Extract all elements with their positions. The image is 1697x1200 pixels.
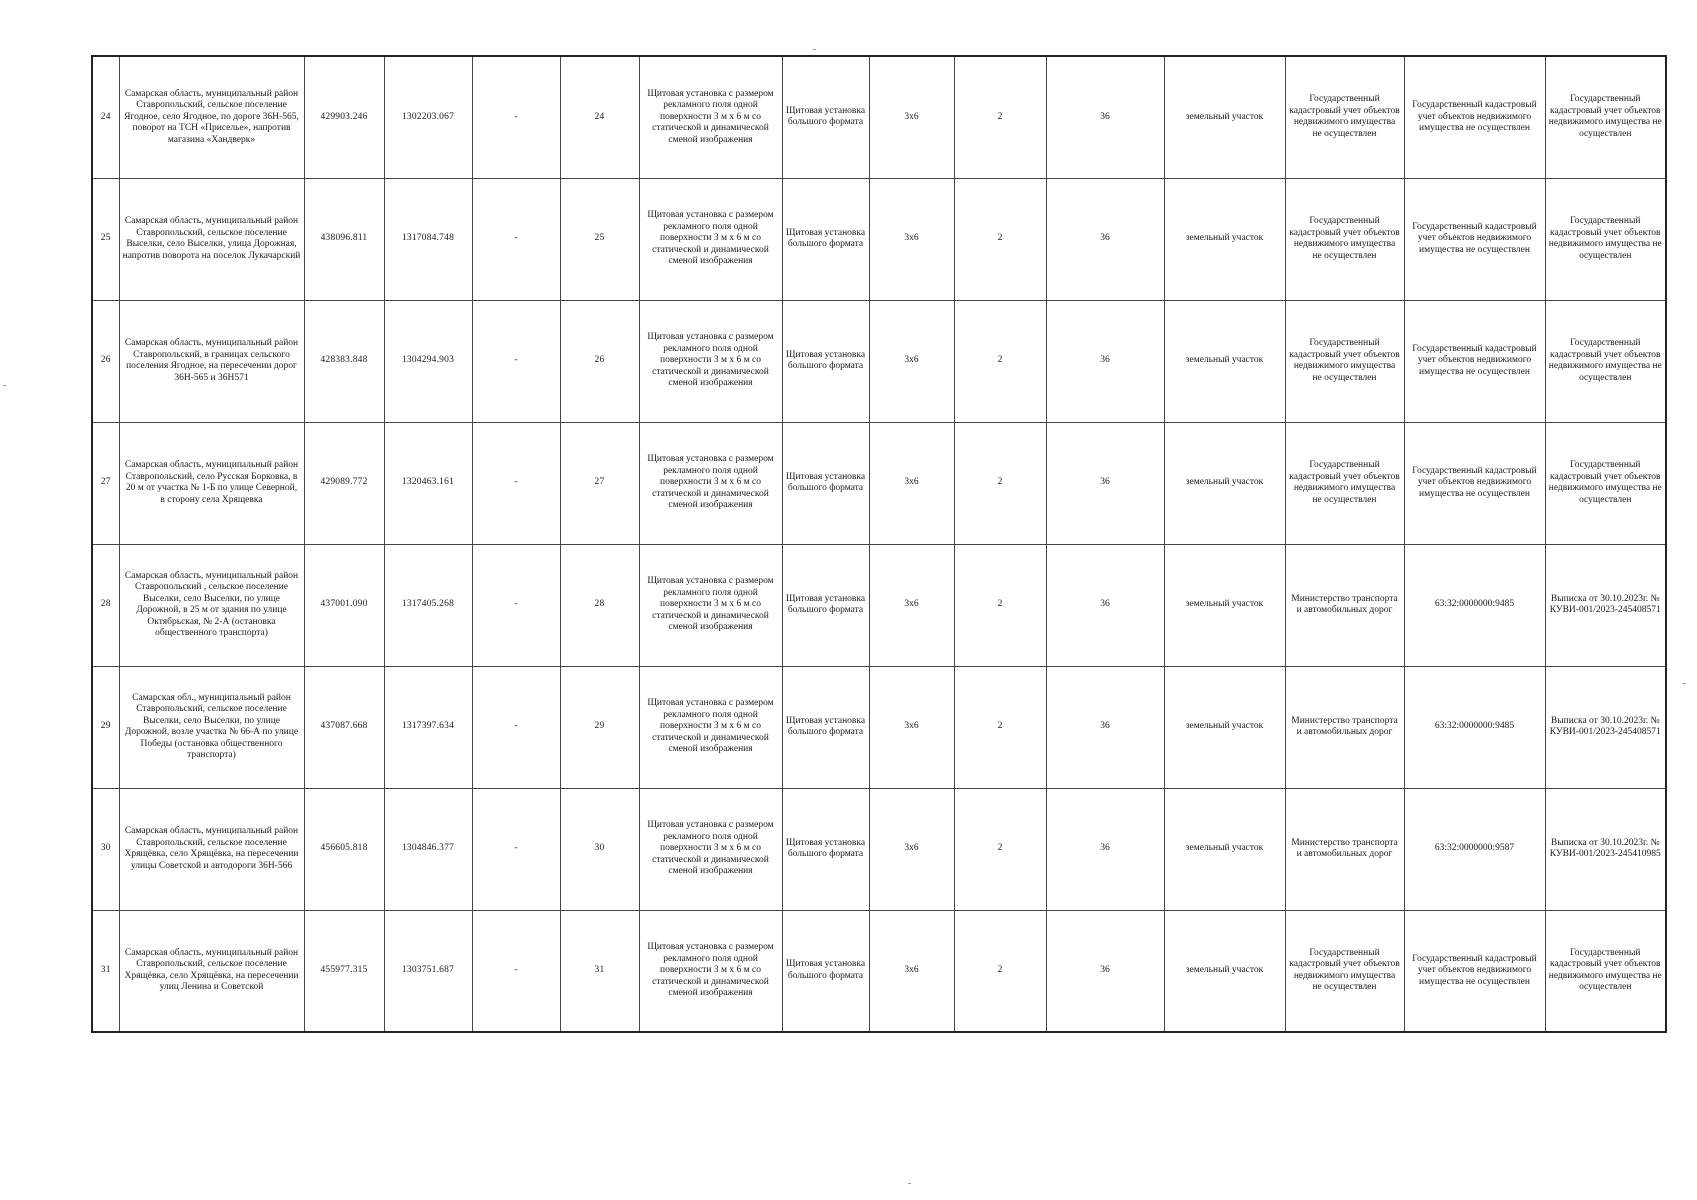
owner-cell: Государственный кадастровый учет объектов недвижимого имущества не осуществлен <box>1285 910 1404 1032</box>
table-row <box>92 56 1666 178</box>
coordinate-x-cell: 438096.811 <box>304 178 384 300</box>
coordinate-x-cell: 429903.246 <box>304 56 384 178</box>
empty-marker-cell: - <box>472 56 560 178</box>
scheme-number-cell: 26 <box>560 300 639 422</box>
area-cell: 36 <box>1046 422 1164 544</box>
land-type-cell: земельный участок <box>1164 178 1285 300</box>
empty-marker-cell: - <box>472 788 560 910</box>
address-cell: Самарская область, муниципальный район Ставропольский , сельское поселение Выселки, село Выселки, по улице Дорожной, в 25 м от здания по улице Октябрьская, № 2-А (остановка общественного транспорта) <box>119 544 304 666</box>
cadastral-number-cell: Государственный кадастровый учет объектов недвижимого имущества не осуществлен <box>1404 910 1545 1032</box>
cadastral-number-cell: Государственный кадастровый учет объектов недвижимого имущества не осуществлен <box>1404 56 1545 178</box>
empty-marker-cell: - <box>472 178 560 300</box>
document-cell: Выписка от 30.10.2023г. № КУВИ-001/2023-245410985 <box>1545 788 1666 910</box>
row-number-cell: 24 <box>92 56 119 178</box>
document-cell: Государственный кадастровый учет объектов недвижимого имущества не осуществлен <box>1545 56 1666 178</box>
address-cell: Самарская область, муниципальный район Ставропольский, село Русская Борковка, в 20 м от участка № 1-Б по улице Северной, в сторону села Хрящевка <box>119 422 304 544</box>
sides-count-cell: 2 <box>954 788 1046 910</box>
document-cell: Государственный кадастровый учет объектов недвижимого имущества не осуществлен <box>1545 178 1666 300</box>
structure-type-cell: Щитовая установка большого формата <box>782 666 869 788</box>
document-cell: Государственный кадастровый учет объектов недвижимого имущества не осуществлен <box>1545 422 1666 544</box>
owner-cell: Министерство транспорта и автомобильных дорог <box>1285 666 1404 788</box>
area-cell: 36 <box>1046 666 1164 788</box>
structure-type-cell: Щитовая установка большого формата <box>782 56 869 178</box>
scheme-number-cell: 30 <box>560 788 639 910</box>
sides-count-cell: 2 <box>954 178 1046 300</box>
land-type-cell: земельный участок <box>1164 788 1285 910</box>
size-cell: 3х6 <box>869 544 954 666</box>
empty-marker-cell: - <box>472 544 560 666</box>
coordinate-x-cell: 437001.090 <box>304 544 384 666</box>
structure-type-cell: Щитовая установка большого формата <box>782 788 869 910</box>
document-page <box>91 55 1665 1053</box>
cadastral-number-cell: 63:32:0000000:9485 <box>1404 544 1545 666</box>
land-type-cell: земельный участок <box>1164 422 1285 544</box>
structure-description-cell: Щитовая установка с размером рекламного поля одной поверхности 3 м х 6 м со статической и динамической сменой изображения <box>639 666 782 788</box>
coordinate-y-cell: 1304294.903 <box>384 300 472 422</box>
size-cell: 3х6 <box>869 422 954 544</box>
sides-count-cell: 2 <box>954 910 1046 1032</box>
owner-cell: Министерство транспорта и автомобильных дорог <box>1285 788 1404 910</box>
coordinate-y-cell: 1317084.748 <box>384 178 472 300</box>
address-cell: Самарская область, муниципальный район Ставропольский, сельское поселение Ягодное, село Ягодное, по дороге 36Н-565, поворот на ТСН «Приселье», напротив магазина «Хандверк» <box>119 56 304 178</box>
coordinate-y-cell: 1317397.634 <box>384 666 472 788</box>
scheme-number-cell: 28 <box>560 544 639 666</box>
structure-type-cell: Щитовая установка большого формата <box>782 178 869 300</box>
scheme-number-cell: 25 <box>560 178 639 300</box>
scan-speck <box>3 385 6 386</box>
coordinate-x-cell: 455977.315 <box>304 910 384 1032</box>
row-number-cell: 25 <box>92 178 119 300</box>
address-cell: Самарская область, муниципальный район Ставропольский, в границах сельского поселения Ягодное, на пересечении дорог 36Н-565 и 36Н571 <box>119 300 304 422</box>
coordinate-x-cell: 456605.818 <box>304 788 384 910</box>
address-cell: Самарская обл., муниципальный район Ставропольский, сельское поселение Выселки, село Выселки, по улице Дорожной, возле участка № 66-А по улице Победы (остановка общественного транспорта) <box>119 666 304 788</box>
table-body <box>92 56 1666 1032</box>
area-cell: 36 <box>1046 178 1164 300</box>
cadastral-number-cell: 63:32:0000000:9587 <box>1404 788 1545 910</box>
size-cell: 3х6 <box>869 300 954 422</box>
document-cell: Государственный кадастровый учет объектов недвижимого имущества не осуществлен <box>1545 910 1666 1032</box>
scheme-number-cell: 29 <box>560 666 639 788</box>
coordinate-y-cell: 1302203.067 <box>384 56 472 178</box>
address-cell: Самарская область, муниципальный район Ставропольский, сельское поселение Хрящёвка, село Хрящёвка, на пересечении улиц Ленина и Советской <box>119 910 304 1032</box>
coordinate-x-cell: 428383.848 <box>304 300 384 422</box>
row-number-cell: 27 <box>92 422 119 544</box>
structure-type-cell: Щитовая установка большого формата <box>782 910 869 1032</box>
size-cell: 3х6 <box>869 56 954 178</box>
structure-description-cell: Щитовая установка с размером рекламного поля одной поверхности 3 м х 6 м со статической и динамической сменой изображения <box>639 910 782 1032</box>
table-row <box>92 666 1666 788</box>
table-row <box>92 178 1666 300</box>
land-type-cell: земельный участок <box>1164 910 1285 1032</box>
area-cell: 36 <box>1046 56 1164 178</box>
area-cell: 36 <box>1046 544 1164 666</box>
address-cell: Самарская область, муниципальный район Ставропольский, сельское поселение Хрящёвка, село Хрящёвка, на пересечении улицы Советской и автодороги 36Н-566 <box>119 788 304 910</box>
table-row <box>92 300 1666 422</box>
cadastral-number-cell: Государственный кадастровый учет объектов недвижимого имущества не осуществлен <box>1404 422 1545 544</box>
owner-cell: Министерство транспорта и автомобильных дорог <box>1285 544 1404 666</box>
structure-type-cell: Щитовая установка большого формата <box>782 300 869 422</box>
coordinate-y-cell: 1317405.268 <box>384 544 472 666</box>
scheme-number-cell: 24 <box>560 56 639 178</box>
table-row <box>92 422 1666 544</box>
cadastral-number-cell: 63:32:0000000:9485 <box>1404 666 1545 788</box>
cadastral-number-cell: Государственный кадастровый учет объектов недвижимого имущества не осуществлен <box>1404 178 1545 300</box>
empty-marker-cell: - <box>472 300 560 422</box>
empty-marker-cell: - <box>472 422 560 544</box>
land-type-cell: земельный участок <box>1164 666 1285 788</box>
document-cell: Государственный кадастровый учет объектов недвижимого имущества не осуществлен <box>1545 300 1666 422</box>
land-type-cell: земельный участок <box>1164 56 1285 178</box>
structure-description-cell: Щитовая установка с размером рекламного поля одной поверхности 3 м х 6 м со статической и динамической сменой изображения <box>639 178 782 300</box>
empty-marker-cell: - <box>472 910 560 1032</box>
structure-description-cell: Щитовая установка с размером рекламного поля одной поверхности 3 м х 6 м со статической и динамической сменой изображения <box>639 788 782 910</box>
size-cell: 3х6 <box>869 666 954 788</box>
coordinate-x-cell: 429089.772 <box>304 422 384 544</box>
size-cell: 3х6 <box>869 788 954 910</box>
table-row <box>92 788 1666 910</box>
structure-type-cell: Щитовая установка большого формата <box>782 544 869 666</box>
scan-speck <box>813 49 816 50</box>
row-number-cell: 29 <box>92 666 119 788</box>
cadastral-number-cell: Государственный кадастровый учет объектов недвижимого имущества не осуществлен <box>1404 300 1545 422</box>
sides-count-cell: 2 <box>954 666 1046 788</box>
scan-speck <box>1683 683 1686 684</box>
sides-count-cell: 2 <box>954 544 1046 666</box>
sides-count-cell: 2 <box>954 56 1046 178</box>
owner-cell: Государственный кадастровый учет объектов недвижимого имущества не осуществлен <box>1285 56 1404 178</box>
scan-speck <box>908 1183 911 1184</box>
document-cell: Выписка от 30.10.2023г. № КУВИ-001/2023-245408571 <box>1545 544 1666 666</box>
owner-cell: Государственный кадастровый учет объектов недвижимого имущества не осуществлен <box>1285 300 1404 422</box>
structure-description-cell: Щитовая установка с размером рекламного поля одной поверхности 3 м х 6 м со статической и динамической сменой изображения <box>639 544 782 666</box>
area-cell: 36 <box>1046 910 1164 1032</box>
document-cell: Выписка от 30.10.2023г. № КУВИ-001/2023-245408571 <box>1545 666 1666 788</box>
row-number-cell: 26 <box>92 300 119 422</box>
scheme-number-cell: 31 <box>560 910 639 1032</box>
structure-description-cell: Щитовая установка с размером рекламного поля одной поверхности 3 м х 6 м со статической и динамической сменой изображения <box>639 422 782 544</box>
coordinate-x-cell: 437087.668 <box>304 666 384 788</box>
table-row <box>92 910 1666 1032</box>
owner-cell: Государственный кадастровый учет объектов недвижимого имущества не осуществлен <box>1285 422 1404 544</box>
scheme-number-cell: 27 <box>560 422 639 544</box>
land-type-cell: земельный участок <box>1164 300 1285 422</box>
row-number-cell: 28 <box>92 544 119 666</box>
sides-count-cell: 2 <box>954 300 1046 422</box>
row-number-cell: 31 <box>92 910 119 1032</box>
land-type-cell: земельный участок <box>1164 544 1285 666</box>
structure-description-cell: Щитовая установка с размером рекламного поля одной поверхности 3 м х 6 м со статической и динамической сменой изображения <box>639 56 782 178</box>
size-cell: 3х6 <box>869 178 954 300</box>
size-cell: 3х6 <box>869 910 954 1032</box>
advertising-structures-table <box>91 55 1667 1033</box>
area-cell: 36 <box>1046 788 1164 910</box>
coordinate-y-cell: 1320463.161 <box>384 422 472 544</box>
address-cell: Самарская область, муниципальный район Ставропольский, сельское поселение Выселки, село Выселки, улица Дорожная, напротив поворота на поселок Лукачарский <box>119 178 304 300</box>
owner-cell: Государственный кадастровый учет объектов недвижимого имущества не осуществлен <box>1285 178 1404 300</box>
empty-marker-cell: - <box>472 666 560 788</box>
row-number-cell: 30 <box>92 788 119 910</box>
coordinate-y-cell: 1304846.377 <box>384 788 472 910</box>
structure-type-cell: Щитовая установка большого формата <box>782 422 869 544</box>
sides-count-cell: 2 <box>954 422 1046 544</box>
area-cell: 36 <box>1046 300 1164 422</box>
table-row <box>92 544 1666 666</box>
structure-description-cell: Щитовая установка с размером рекламного поля одной поверхности 3 м х 6 м со статической и динамической сменой изображения <box>639 300 782 422</box>
coordinate-y-cell: 1303751.687 <box>384 910 472 1032</box>
